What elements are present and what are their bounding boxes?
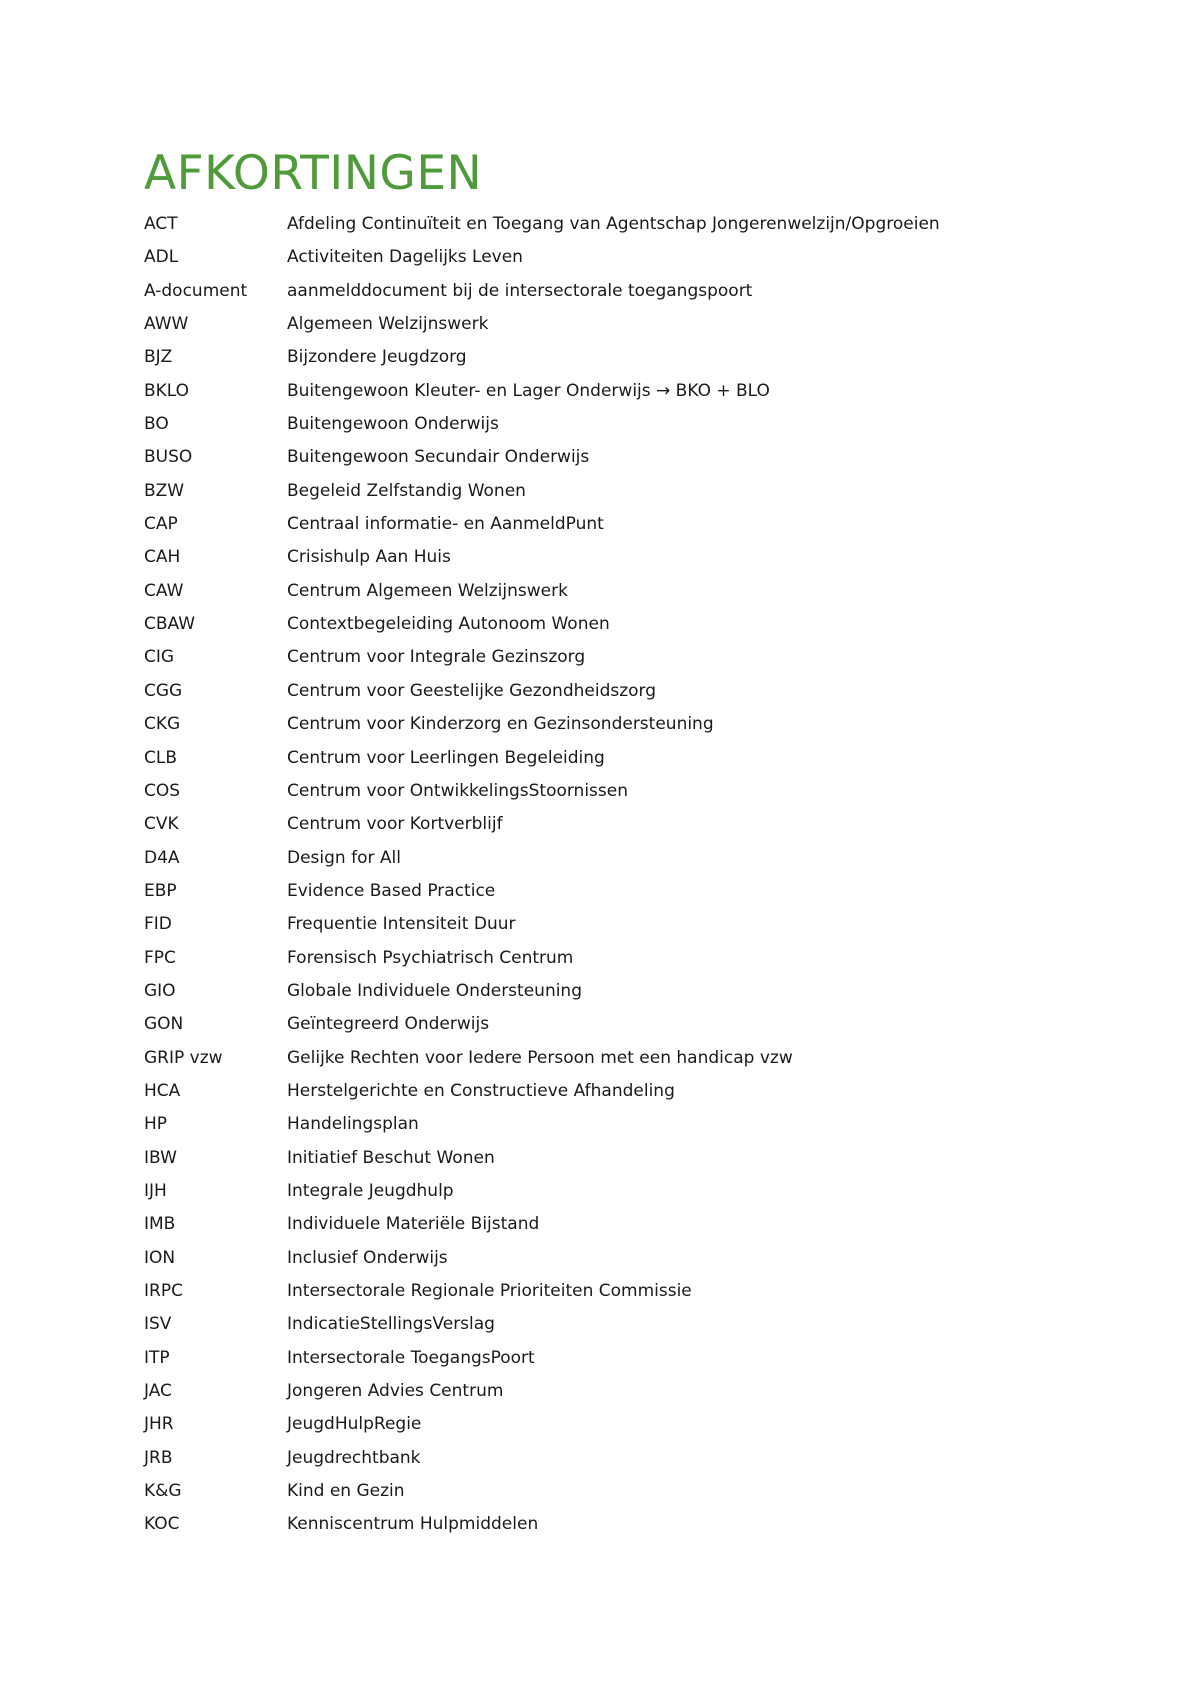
- abbreviation-description: JeugdHulpRegie: [287, 1414, 422, 1435]
- abbreviation-description: Geïntegreerd Onderwijs: [287, 1014, 490, 1035]
- abbreviation-code: ITP: [144, 1347, 170, 1368]
- abbreviation-description: Contextbegeleiding Autonoom Wonen: [287, 614, 610, 635]
- abbreviation-code: JRB: [144, 1447, 173, 1468]
- abbreviation-code: AWW: [144, 314, 189, 335]
- list-item: [144, 775, 1104, 808]
- abbreviation-code: D4A: [144, 847, 180, 868]
- abbreviation-code: IRPC: [144, 1281, 183, 1301]
- list-item: [144, 675, 1104, 708]
- list-item: [144, 308, 1104, 341]
- list-item: [144, 1108, 1104, 1141]
- abbreviation-description: Centrum voor Kinderzorg en Gezinsondersteuning: [287, 714, 714, 735]
- list-item: [144, 375, 1104, 408]
- list-item: [144, 1508, 1104, 1541]
- abbreviation-code: A-document: [144, 280, 248, 301]
- abbreviation-code: GON: [144, 1014, 184, 1035]
- abbreviation-code: BUSO: [144, 447, 193, 468]
- abbreviation-description: Begeleid Zelfstandig Wonen: [287, 480, 526, 501]
- list-item: [144, 975, 1104, 1008]
- abbreviation-description: Frequentie Intensiteit Duur: [287, 914, 516, 935]
- page-title: AFKORTINGEN: [144, 146, 483, 201]
- list-item: [144, 508, 1104, 541]
- list-item: [144, 641, 1104, 674]
- abbreviation-code: CAP: [144, 514, 178, 535]
- list-item: [144, 241, 1104, 274]
- abbreviation-description: Intersectorale ToegangsPoort: [287, 1347, 535, 1368]
- list-item: [144, 1175, 1104, 1208]
- list-item: [144, 1475, 1104, 1508]
- abbreviation-description: Initiatief Beschut Wonen: [287, 1147, 495, 1168]
- abbreviation-code: K&G: [144, 1481, 182, 1502]
- abbreviation-description: Crisishulp Aan Huis: [287, 547, 451, 568]
- abbreviation-description: Jongeren Advies Centrum: [287, 1381, 504, 1402]
- list-item: [144, 408, 1104, 441]
- abbreviation-code: GRIP vzw: [144, 1047, 223, 1068]
- abbreviation-description: Gelijke Rechten voor Iedere Persoon met een handicap vzw: [287, 1047, 793, 1068]
- abbreviation-code: JAC: [144, 1381, 172, 1402]
- abbreviation-code: BO: [144, 414, 169, 435]
- abbreviation-code: ACT: [144, 214, 178, 234]
- abbreviation-code: CLB: [144, 747, 178, 768]
- list-item: [144, 1275, 1104, 1308]
- abbreviation-code: IMB: [144, 1214, 176, 1235]
- abbreviation-code: CAH: [144, 547, 181, 568]
- abbreviation-list: [144, 208, 1104, 1542]
- abbreviation-description: Centrum voor Kortverblijf: [287, 814, 503, 835]
- list-item: [144, 1208, 1104, 1241]
- abbreviation-code: FID: [144, 914, 172, 935]
- abbreviation-code: HP: [144, 1114, 168, 1135]
- list-item: [144, 842, 1104, 875]
- list-item: [144, 1375, 1104, 1408]
- list-item: [144, 208, 1104, 241]
- abbreviation-description: Centrum Algemeen Welzijnswerk: [287, 580, 568, 601]
- list-item: [144, 942, 1104, 975]
- abbreviation-code: KOC: [144, 1514, 180, 1535]
- abbreviation-description: Jeugdrechtbank: [287, 1447, 421, 1468]
- abbreviation-description: Centrum voor Leerlingen Begeleiding: [287, 747, 605, 768]
- list-item: [144, 1342, 1104, 1375]
- abbreviation-code: HCA: [144, 1080, 181, 1101]
- abbreviation-description: Individuele Materiële Bijstand: [287, 1214, 540, 1235]
- abbreviation-description: Kenniscentrum Hulpmiddelen: [287, 1514, 539, 1535]
- abbreviation-code: CBAW: [144, 614, 196, 635]
- list-item: [144, 1308, 1104, 1341]
- abbreviation-description: Handelingsplan: [287, 1114, 419, 1135]
- list-item: [144, 1242, 1104, 1275]
- abbreviation-description: Forensisch Psychiatrisch Centrum: [287, 947, 574, 968]
- abbreviation-code: BKLO: [144, 380, 190, 401]
- abbreviation-code: ISV: [144, 1314, 172, 1335]
- abbreviation-description: Inclusief Onderwijs: [287, 1247, 448, 1268]
- abbreviation-code: CVK: [144, 814, 179, 835]
- abbreviation-code: CGG: [144, 680, 183, 701]
- abbreviation-description: Herstelgerichte en Constructieve Afhandeling: [287, 1080, 675, 1101]
- abbreviation-code: FPC: [144, 947, 176, 968]
- list-item: [144, 875, 1104, 908]
- list-item: [144, 1075, 1104, 1108]
- abbreviation-code: IBW: [144, 1147, 177, 1168]
- document-page: [144, 140, 1104, 1542]
- abbreviation-description: Activiteiten Dagelijks Leven: [287, 247, 523, 268]
- abbreviation-code: JHR: [144, 1414, 174, 1435]
- abbreviation-description: Centrum voor Geestelijke Gezondheidszorg: [287, 680, 657, 701]
- abbreviation-code: BZW: [144, 480, 185, 501]
- abbreviation-code: CAW: [144, 580, 184, 601]
- list-item: [144, 341, 1104, 374]
- abbreviation-code: BJZ: [144, 347, 173, 368]
- list-item: [144, 908, 1104, 941]
- abbreviation-description: Centrum voor OntwikkelingsStoornissen: [287, 780, 629, 801]
- abbreviation-description: Buitengewoon Kleuter- en Lager Onderwijs → BKO + BLO: [287, 380, 770, 401]
- abbreviation-description: Integrale Jeugdhulp: [287, 1180, 454, 1201]
- abbreviation-description: aanmelddocument bij de intersectorale toegangspoort: [287, 280, 753, 301]
- abbreviation-description: Centrum voor Integrale Gezinszorg: [287, 647, 586, 668]
- abbreviation-description: Centraal informatie- en AanmeldPunt: [287, 514, 604, 535]
- abbreviation-description: IndicatieStellingsVerslag: [287, 1314, 495, 1335]
- abbreviation-code: ADL: [144, 247, 179, 268]
- list-item: [144, 475, 1104, 508]
- abbreviation-description: Globale Individuele Ondersteuning: [287, 980, 583, 1001]
- abbreviation-description: Buitengewoon Secundair Onderwijs: [287, 447, 590, 468]
- abbreviation-description: Algemeen Welzijnswerk: [287, 314, 489, 335]
- abbreviation-description: Evidence Based Practice: [287, 880, 496, 901]
- abbreviation-code: CIG: [144, 647, 175, 668]
- list-item: [144, 441, 1104, 474]
- list-item: [144, 1142, 1104, 1175]
- list-item: [144, 808, 1104, 841]
- abbreviation-description: Bijzondere Jeugdzorg: [287, 347, 467, 368]
- abbreviation-description: Afdeling Continuïteit en Toegang van Agentschap Jongerenwelzijn/Opgroeien: [287, 214, 940, 234]
- list-item: [144, 541, 1104, 574]
- abbreviation-code: ION: [144, 1247, 176, 1268]
- list-item: [144, 608, 1104, 641]
- list-item: [144, 575, 1104, 608]
- abbreviation-description: Kind en Gezin: [287, 1481, 405, 1502]
- list-item: [144, 1008, 1104, 1041]
- list-item: [144, 275, 1104, 308]
- list-item: [144, 1442, 1104, 1475]
- list-item: [144, 742, 1104, 775]
- abbreviation-code: EBP: [144, 880, 177, 901]
- list-item: [144, 1408, 1104, 1441]
- abbreviation-code: GIO: [144, 980, 176, 1001]
- abbreviation-description: Buitengewoon Onderwijs: [287, 414, 499, 435]
- abbreviation-description: Design for All: [287, 847, 401, 868]
- list-item: [144, 708, 1104, 741]
- abbreviation-code: CKG: [144, 714, 181, 735]
- list-item: [144, 1042, 1104, 1075]
- abbreviation-code: COS: [144, 780, 181, 801]
- abbreviation-code: IJH: [144, 1180, 167, 1201]
- abbreviation-description: Intersectorale Regionale Prioriteiten Commissie: [287, 1281, 692, 1301]
